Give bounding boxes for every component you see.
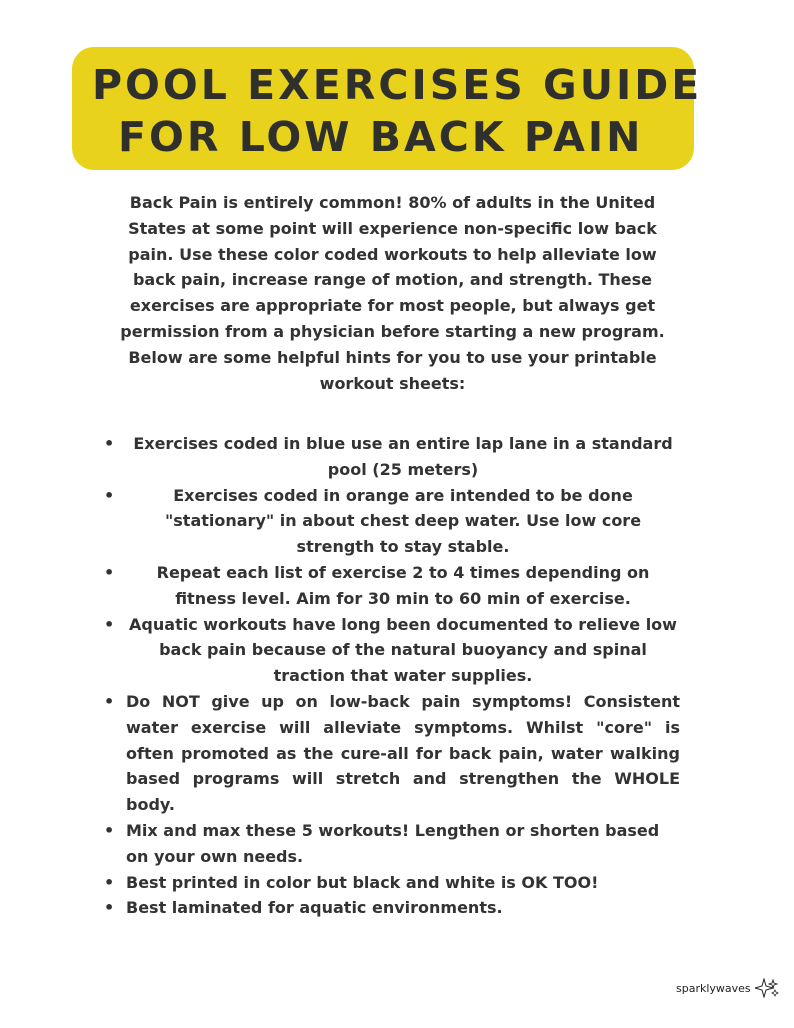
hints-list: [100, 431, 680, 921]
bullet-marker: •: [104, 434, 115, 453]
list-item-text: Best laminated for aquatic environments.: [126, 898, 503, 918]
list-item: [100, 483, 680, 560]
bullet-marker: •: [104, 485, 115, 505]
list-item-text: Aquatic workouts have long been documented to relieve low back pain because of the natural buoyancy and spinal traction that water supplies.: [129, 614, 677, 686]
list-item: [100, 560, 680, 612]
brand-mark: [676, 978, 779, 998]
bullet-marker: •: [104, 898, 115, 918]
list-item: [100, 870, 680, 896]
list-item: [100, 612, 680, 689]
bullet-marker: •: [104, 691, 115, 711]
list-item-text: Repeat each list of exercise 2 to 4 times depending on fitness level. Aim for 30 min to 60 min of exercise.: [156, 562, 650, 608]
list-item: [100, 895, 680, 921]
intro-paragraph: Back Pain is entirely common! 80% of adults in the United States at some point will experience non-specific low back pain. Use these color coded workouts to help alleviate low back pain, increase range of motion, and strength. These exercises are appropriate for most people, but always get permission from a physician before starting a new program. Below are some helpful hints for you to use your printable workout sheets:: [120, 193, 665, 393]
bullet-marker: •: [104, 872, 115, 892]
list-item: [100, 689, 680, 818]
bullet-marker: •: [104, 820, 115, 840]
sparkle-stars-icon: [755, 978, 779, 998]
list-item: [100, 818, 680, 870]
title-line-1: POOL EXERCISES GUIDE: [92, 61, 703, 109]
list-item-text: Exercises coded in blue use an entire lap lane in a standard pool (25 meters): [133, 434, 673, 479]
list-item-text: Mix and max these 5 workouts! Lengthen or shorten based on your own needs.: [126, 820, 660, 866]
list-item: [100, 431, 680, 483]
title-line-2: FOR LOW BACK PAIN: [118, 113, 644, 161]
list-item-text: Exercises coded in orange are intended to be done "stationary" in about chest deep water. Use low core strength to stay stable.: [164, 485, 642, 557]
list-item-text: Do NOT give up on low-back pain symptoms! Consistent water exercise will alleviate symptoms. Whilst "core" is often promoted as the cure-all for back pain, water walking based programs will stretch and strengthen the WHOLE body.: [126, 691, 680, 815]
bullet-marker: •: [104, 614, 115, 634]
bullet-marker: •: [104, 562, 115, 582]
list-item-text: Best printed in color but black and white is OK TOO!: [126, 872, 599, 892]
title-banner: [72, 47, 703, 170]
brand-name: sparklywaves: [676, 981, 751, 995]
